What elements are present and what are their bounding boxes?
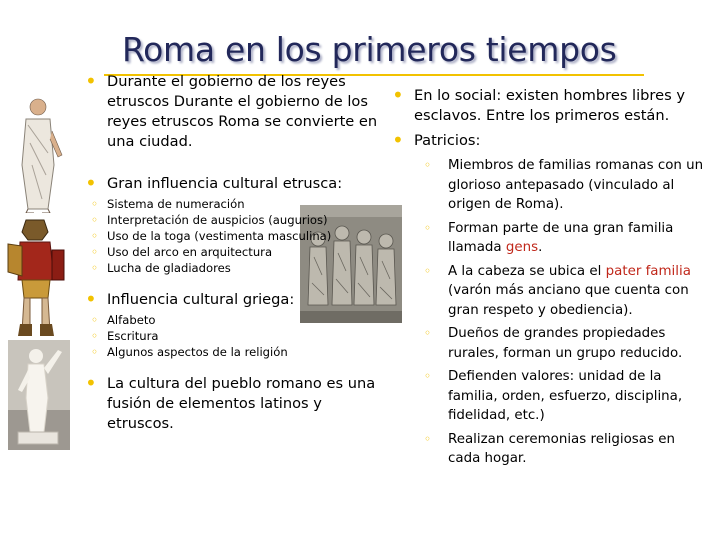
bullet-icon: ◦ (424, 431, 432, 446)
bullet-icon: ◦ (424, 326, 432, 340)
sub-list-item (392, 324, 707, 363)
sub-list-item (85, 328, 380, 344)
sub-list-item-text: Interpretación de auspicios (augurios) (107, 213, 328, 227)
bullet-icon: • (392, 83, 404, 107)
sub-list-item-text: Lucha de gladiadores (107, 261, 231, 275)
sub-list-item-text: (varón más anciano que cuenta con gran respeto y obediencia). (448, 283, 689, 318)
sub-list-item-text: Alfabeto (107, 313, 156, 327)
bullet-icon: • (85, 171, 97, 195)
sub-list-item-text: Uso del arco en arquitectura (107, 245, 273, 259)
list-item (85, 371, 380, 434)
gladiator-figure-icon (4, 216, 70, 338)
list-item (85, 69, 380, 152)
bullet-icon: ◦ (424, 220, 432, 235)
emphasis-term: pater familia (605, 263, 691, 279)
bullet-icon: • (85, 69, 97, 93)
sub-list-item-text: Miembros de familias romanas con un glorioso antepasado (vinculado al origen de Roma). (448, 158, 704, 212)
sub-list-item (85, 196, 380, 212)
bullet-icon: ◦ (91, 245, 99, 259)
sub-list-item (85, 228, 380, 244)
sub-list-item-text: Dueños de grandes propiedades rurales, forman un grupo reducido. (448, 326, 683, 361)
bullet-icon: ◦ (91, 213, 99, 227)
bullet-icon: ◦ (91, 229, 99, 243)
sub-list-item (392, 367, 707, 426)
list-item-text: La cultura del pueblo romano es una fusión de elementos latinos y etruscos. (107, 375, 376, 432)
list-item-text: Gran influencia cultural etrusca: (107, 175, 343, 192)
list-item (85, 171, 380, 195)
sub-list-item (392, 219, 707, 258)
bullet-icon: ◦ (91, 313, 99, 327)
sub-list-item-text: Sistema de numeración (107, 197, 245, 211)
sub-list-item (392, 262, 707, 321)
sub-list-item-text: Defienden valores: unidad de la familia, orden, esfuerzo, disciplina, fidelidad, etc.) (448, 369, 683, 423)
bullet-icon: • (85, 371, 97, 395)
emphasis-term: gens (505, 240, 539, 255)
bullet-icon: ◦ (91, 197, 99, 211)
list-item-text: Patricios: (414, 132, 481, 149)
list-item (85, 287, 380, 311)
bullet-icon: • (85, 287, 97, 311)
sub-list-item-text: Escritura (107, 329, 159, 343)
sub-list-item-text: Uso de la toga (vestimenta masculina) (107, 229, 332, 243)
toga-figure-icon (8, 95, 66, 213)
sub-list-item-text: Algunos aspectos de la religión (107, 345, 288, 359)
statue-figure-icon (8, 340, 70, 450)
list-item (392, 128, 707, 152)
sub-list-item-text: Realizan ceremonias religiosas en cada hogar. (448, 431, 675, 466)
bullet-icon: ◦ (424, 369, 432, 383)
bullet-icon: ◦ (424, 263, 432, 278)
sub-list-item-text: . (538, 240, 543, 255)
bullet-icon: ◦ (424, 158, 432, 172)
sub-list-item (85, 212, 380, 228)
sub-list-item (85, 344, 380, 360)
bullet-icon: ◦ (91, 345, 99, 359)
sub-list-item-text: Forman parte de una gran familia llamada (448, 220, 674, 255)
sub-list-item (85, 312, 380, 328)
right-column (392, 83, 707, 469)
sub-list-item (85, 244, 380, 260)
list-item-text: En lo social: existen hombres libres y esclavos. Entre los primeros están. (414, 87, 685, 124)
list-item-text: Influencia cultural griega: (107, 291, 295, 308)
list-item-text: Durante el gobierno de los reyes etruscos Durante el gobierno de los reyes etruscos Roma se convierte en una ciudad. (107, 73, 378, 150)
sub-list-item (85, 260, 380, 276)
left-column (85, 69, 380, 434)
slide-title: Roma en los primeros tiempos (122, 30, 617, 69)
sub-list-item-text: A la cabeza se ubica el (448, 263, 606, 279)
bullet-icon: • (392, 128, 404, 152)
sub-list-item (392, 430, 707, 469)
bullet-icon: ◦ (91, 261, 99, 275)
list-item (392, 83, 707, 126)
bullet-icon: ◦ (91, 329, 99, 343)
sub-list-item (392, 156, 707, 215)
